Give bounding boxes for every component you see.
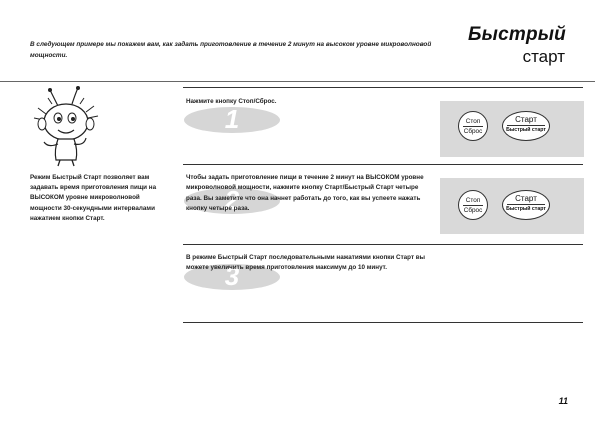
section-rule: [183, 164, 583, 165]
button-separator: [507, 204, 545, 205]
step-text: Чтобы задать приготовление пищи в течение 2 минут на ВЫСОКОМ уровне микроволновой мощности, нажмите кнопку Старт/Быстрый Старт четыре раза. Вы заметите что она начнет работать до того, как вы успеете нажать кнопку четыре раза.: [186, 174, 424, 212]
stop-reset-button[interactable]: [458, 111, 488, 141]
button-separator: [463, 126, 483, 127]
stop-reset-button[interactable]: [458, 190, 488, 220]
page-number: 11: [558, 396, 568, 406]
section-rule: [183, 87, 583, 88]
header-divider: [0, 81, 595, 82]
quickstart-label: Быстрый старт: [506, 127, 546, 133]
step-number: 3: [224, 261, 240, 291]
quickstart-label: Быстрый старт: [506, 206, 546, 212]
stop-label: Стоп: [465, 197, 481, 204]
mascot-illustration: [28, 86, 108, 168]
intro-text: В следующем примере мы покажем вам, как задать приготовление в течение 2 минут на высоком уровне микроволновой мощности.: [30, 41, 432, 59]
section-rule: [183, 244, 583, 245]
start-label: Старт: [515, 194, 537, 203]
button-separator: [463, 205, 483, 206]
page-title: Быстрый: [468, 24, 566, 45]
step-text: В режиме Быстрый Старт последовательными нажатиями кнопки Старт вы можете увеличить время приготовления максимум до 10 минут.: [186, 254, 426, 272]
button-separator: [507, 125, 545, 126]
page-subtitle: старт: [522, 47, 565, 66]
start-quickstart-button[interactable]: [502, 111, 550, 141]
sidebar-description: Режим Быстрый Старт позволяет вам задавать время приготовления пищи на ВЫСОКОМ уровне микроволновой мощности 30-секундными интервалами нажатием кнопки Старт.: [30, 174, 157, 222]
reset-label: Сброс: [463, 128, 483, 135]
step-number: 1: [224, 104, 240, 134]
start-label: Старт: [515, 115, 537, 124]
stop-label: Стоп: [465, 118, 481, 125]
section-rule: [183, 322, 583, 323]
reset-label: Сброс: [463, 207, 483, 214]
start-quickstart-button[interactable]: [502, 190, 550, 220]
step-number: 2: [224, 185, 240, 215]
step-text: Нажмите кнопку Стоп/Сброс.: [186, 98, 277, 105]
